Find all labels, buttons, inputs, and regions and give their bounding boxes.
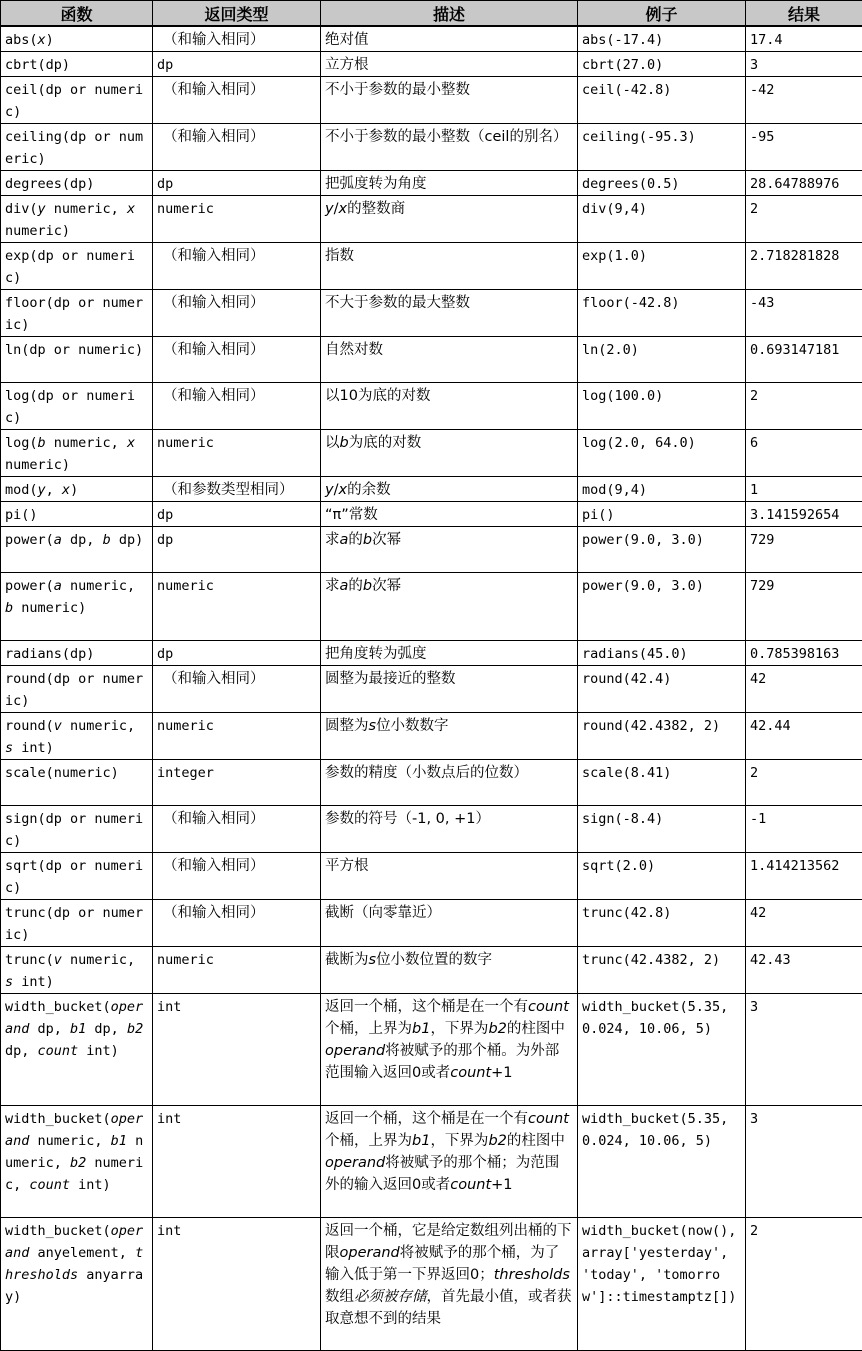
cell-result: 729 [746,573,862,641]
cell-return-type: int [153,994,321,1106]
cell-result: 17.4 [746,26,862,52]
cell-description: 把角度转为弧度 [321,641,578,666]
cell-example: sqrt(2.0) [578,853,746,900]
table-row [1,52,862,77]
table-row [1,1106,862,1218]
cell-function: width_bucket(operand numeric, b1 numeric, b2 numeric, count int) [1,1106,153,1218]
cell-function: width_bucket(operand anyelement, thresholds anyarray) [1,1218,153,1351]
cell-result: 42 [746,900,862,947]
cell-return-type: numeric [153,196,321,243]
cell-example: width_bucket(5.35, 0.024, 10.06, 5) [578,994,746,1106]
cell-description: 自然对数 [321,337,578,383]
cell-function: power(a numeric, b numeric) [1,573,153,641]
table-body [1,26,862,1351]
cell-description: y/x的余数 [321,477,578,502]
cell-description: 参数的符号（-1, 0, +1） [321,806,578,853]
cell-result: 729 [746,527,862,573]
cell-return-type: integer [153,760,321,806]
cell-function: ceil(dp or numeric) [1,77,153,124]
table-row [1,853,862,900]
cell-description: “π”常数 [321,502,578,527]
cell-return-type: int [153,1218,321,1351]
table-row [1,26,862,52]
cell-description: 不小于参数的最小整数 [321,77,578,124]
cell-example: trunc(42.8) [578,900,746,947]
cell-description: 立方根 [321,52,578,77]
cell-function: trunc(v numeric, s int) [1,947,153,994]
cell-function: power(a dp, b dp) [1,527,153,573]
cell-result: -43 [746,290,862,337]
cell-example: mod(9,4) [578,477,746,502]
cell-description: 不小于参数的最小整数（ceil的别名） [321,124,578,171]
header-return-type: 返回类型 [153,1,321,27]
table-row [1,947,862,994]
table-row [1,1218,862,1351]
cell-return-type: numeric [153,430,321,477]
cell-description: 截断（向零靠近） [321,900,578,947]
cell-function: div(y numeric, x numeric) [1,196,153,243]
cell-function: ceiling(dp or numeric) [1,124,153,171]
header-example: 例子 [578,1,746,27]
table-row [1,290,862,337]
cell-example: round(42.4) [578,666,746,713]
cell-return-type: （和输入相同） [153,383,321,430]
cell-function: ln(dp or numeric) [1,337,153,383]
cell-description: 求a的b次幂 [321,573,578,641]
cell-return-type: dp [153,527,321,573]
cell-description: 圆整为s位小数数字 [321,713,578,760]
cell-example: power(9.0, 3.0) [578,527,746,573]
table-row [1,196,862,243]
cell-description: 以10为底的对数 [321,383,578,430]
cell-function: log(b numeric, x numeric) [1,430,153,477]
cell-result: 3 [746,52,862,77]
cell-description: 以b为底的对数 [321,430,578,477]
header-function: 函数 [1,1,153,27]
table-row [1,77,862,124]
cell-description: 求a的b次幂 [321,527,578,573]
cell-return-type: （和参数类型相同） [153,477,321,502]
table-row [1,477,862,502]
cell-return-type: dp [153,502,321,527]
cell-return-type: （和输入相同） [153,243,321,290]
cell-example: cbrt(27.0) [578,52,746,77]
table-row [1,573,862,641]
cell-example: div(9,4) [578,196,746,243]
cell-description: 指数 [321,243,578,290]
table-row [1,527,862,573]
table-row [1,641,862,666]
cell-result: 42.43 [746,947,862,994]
cell-example: sign(-8.4) [578,806,746,853]
cell-function: width_bucket(operand dp, b1 dp, b2 dp, count int) [1,994,153,1106]
cell-result: 42.44 [746,713,862,760]
cell-example: radians(45.0) [578,641,746,666]
cell-function: trunc(dp or numeric) [1,900,153,947]
cell-result: 1.414213562 [746,853,862,900]
cell-example: exp(1.0) [578,243,746,290]
cell-result: 2 [746,383,862,430]
cell-example: ln(2.0) [578,337,746,383]
cell-result: 28.64788976 [746,171,862,196]
cell-result: -42 [746,77,862,124]
cell-result: 2.718281828 [746,243,862,290]
cell-result: 3 [746,994,862,1106]
cell-example: ceiling(-95.3) [578,124,746,171]
cell-example: scale(8.41) [578,760,746,806]
cell-return-type: （和输入相同） [153,26,321,52]
cell-return-type: dp [153,171,321,196]
cell-description: 返回一个桶，这个桶是在一个有count个桶，上界为b1，下界为b2的柱图中operand将被赋予的那个桶。为外部范围输入返回0或者count+1 [321,994,578,1106]
cell-description: 返回一个桶，它是给定数组列出桶的下限operand将被赋予的那个桶，为了输入低于第一下界返回0；thresholds数组必须被存储，首先最小值，或者获取意想不到的结果 [321,1218,578,1351]
cell-return-type: （和输入相同） [153,900,321,947]
cell-example: log(2.0, 64.0) [578,430,746,477]
cell-function: exp(dp or numeric) [1,243,153,290]
cell-function: mod(y, x) [1,477,153,502]
cell-result: 6 [746,430,862,477]
cell-function: radians(dp) [1,641,153,666]
header-result: 结果 [746,1,862,27]
table-row [1,713,862,760]
cell-result: 3.141592654 [746,502,862,527]
cell-description: 平方根 [321,853,578,900]
cell-example: width_bucket(5.35, 0.024, 10.06, 5) [578,1106,746,1218]
cell-function: scale(numeric) [1,760,153,806]
cell-result: 1 [746,477,862,502]
cell-description: y/x的整数商 [321,196,578,243]
cell-return-type: （和输入相同） [153,853,321,900]
cell-example: pi() [578,502,746,527]
header-description: 描述 [321,1,578,27]
cell-function: pi() [1,502,153,527]
cell-description: 绝对值 [321,26,578,52]
cell-description: 参数的精度（小数点后的位数） [321,760,578,806]
cell-function: cbrt(dp) [1,52,153,77]
table-row [1,994,862,1106]
cell-example: width_bucket(now(), array['yesterday', 'today', 'tomorrow']::timestamptz[]) [578,1218,746,1351]
cell-result: -1 [746,806,862,853]
cell-description: 圆整为最接近的整数 [321,666,578,713]
cell-result: 2 [746,1218,862,1351]
cell-function: round(v numeric, s int) [1,713,153,760]
table-row [1,337,862,383]
table-row [1,430,862,477]
cell-result: 2 [746,760,862,806]
table-row [1,900,862,947]
table-row [1,243,862,290]
cell-return-type: int [153,1106,321,1218]
cell-result: 0.785398163 [746,641,862,666]
cell-return-type: numeric [153,573,321,641]
cell-result: 42 [746,666,862,713]
cell-return-type: （和输入相同） [153,124,321,171]
cell-return-type: （和输入相同） [153,666,321,713]
cell-return-type: numeric [153,947,321,994]
cell-example: floor(-42.8) [578,290,746,337]
cell-function: degrees(dp) [1,171,153,196]
cell-example: log(100.0) [578,383,746,430]
table-row [1,383,862,430]
cell-result: 2 [746,196,862,243]
table-row [1,666,862,713]
cell-example: ceil(-42.8) [578,77,746,124]
cell-example: abs(-17.4) [578,26,746,52]
cell-return-type: dp [153,641,321,666]
cell-description: 截断为s位小数位置的数字 [321,947,578,994]
cell-result: 0.693147181 [746,337,862,383]
cell-example: degrees(0.5) [578,171,746,196]
cell-function: sign(dp or numeric) [1,806,153,853]
table-row [1,171,862,196]
cell-return-type: （和输入相同） [153,806,321,853]
header-row [1,1,862,27]
cell-example: power(9.0, 3.0) [578,573,746,641]
cell-description: 不大于参数的最大整数 [321,290,578,337]
cell-function: floor(dp or numeric) [1,290,153,337]
cell-example: round(42.4382, 2) [578,713,746,760]
cell-description: 返回一个桶，这个桶是在一个有count个桶，上界为b1，下界为b2的柱图中operand将被赋予的那个桶；为范围外的输入返回0或者count+1 [321,1106,578,1218]
table-row [1,502,862,527]
cell-description: 把弧度转为角度 [321,171,578,196]
cell-result: -95 [746,124,862,171]
cell-return-type: dp [153,52,321,77]
cell-example: trunc(42.4382, 2) [578,947,746,994]
cell-function: round(dp or numeric) [1,666,153,713]
cell-result: 3 [746,1106,862,1218]
table-row [1,806,862,853]
cell-return-type: numeric [153,713,321,760]
table-row [1,760,862,806]
cell-function: sqrt(dp or numeric) [1,853,153,900]
cell-function: log(dp or numeric) [1,383,153,430]
cell-return-type: （和输入相同） [153,337,321,383]
cell-function: abs(x) [1,26,153,52]
table-row [1,124,862,171]
cell-return-type: （和输入相同） [153,77,321,124]
cell-return-type: （和输入相同） [153,290,321,337]
